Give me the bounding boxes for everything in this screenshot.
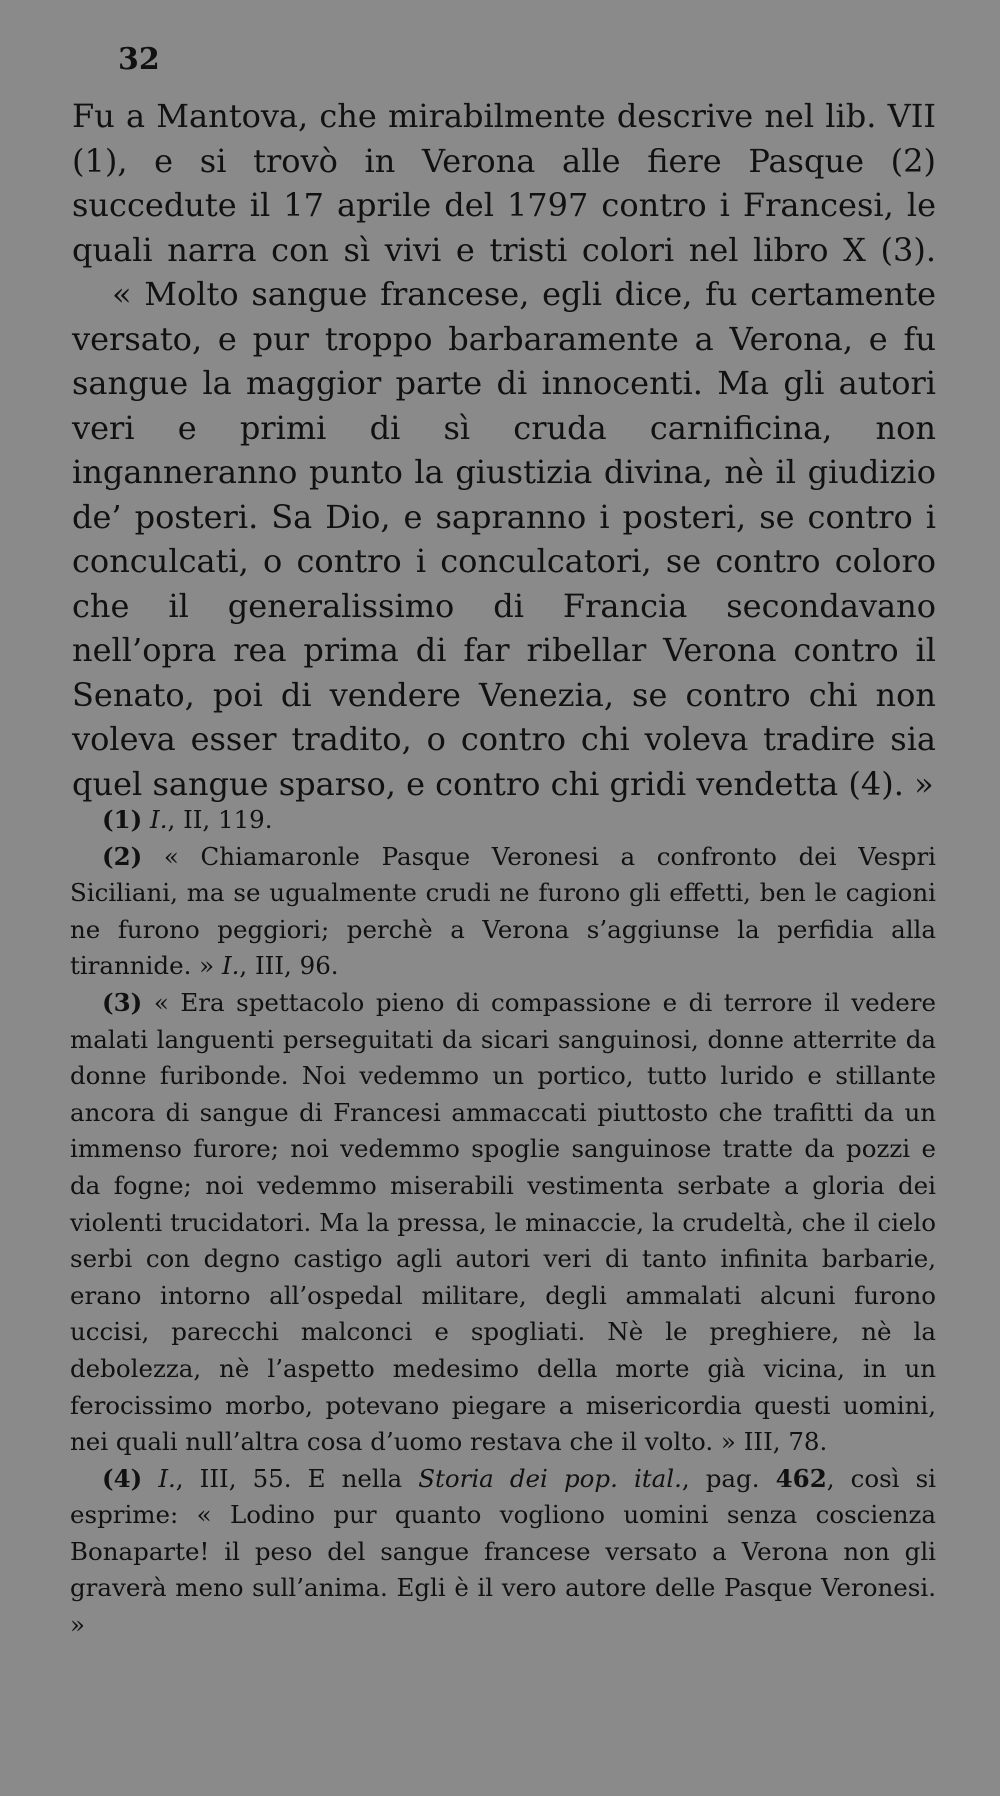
page-number: 32 xyxy=(118,42,160,77)
footnote-1 xyxy=(70,802,936,839)
footnote-4-page: 462 xyxy=(775,1463,827,1493)
footnote-2 xyxy=(70,839,936,985)
footnote-4 xyxy=(70,1461,936,1644)
footnote-4-ref: , III, 55. E nella xyxy=(175,1463,403,1493)
footnote-4-text-b: , così si esprime: « Lodino pur quanto vogliono uomini senza coscienza Bonaparte! il peso del sangue francese versato a Verona non gli graverà meno sull’anima. Egli è il vero autore delle Pasque Veronesi. » xyxy=(70,1463,937,1640)
paragraph-2-quote: « Molto sangue francese, egli dice, fu certamente versato, e pur troppo barbaramente a Verona, e fu sangue la maggior parte di innocenti. Ma gli autori veri e primi di sì cruda carnificina, non inganneranno punto la giustizia divina, nè il giudizio de’ posteri. Sa Dio, e sapranno i posteri, se contro i conculcati, o contro i conculcatori, se contro coloro che il generalissimo di Francia secondavano nell’opra rea prima di far ribellar Verona contro il Senato, poi di vendere Venezia, se contro chi non voleva esser tradito, o contro chi voleva tradire sia quel sangue sparso, e contro chi gridi vendetta (4). » xyxy=(72,275,936,803)
footnote-4-ref-italic: I. xyxy=(158,1463,176,1493)
footnote-3 xyxy=(70,985,936,1461)
footnote-2-text: « Chiamaronle Pasque Veronesi a confronto dei Vespri Siciliani, ma se ugualmente crudi ne furono gli effetti, ben le cagioni ne furono peggiori; perchè a Verona s’aggiunse la perfidia alla tirannide. » xyxy=(70,841,936,981)
footnote-4-mark: (4) xyxy=(102,1463,143,1493)
footnote-1-mark: (1) xyxy=(102,805,143,834)
footnotes xyxy=(70,802,936,1644)
footnote-4-book-title: Storia dei pop. ital. xyxy=(418,1463,682,1493)
footnote-1-ref-italic: I. xyxy=(150,805,168,834)
footnote-4-text-a: , pag. xyxy=(681,1463,760,1493)
footnote-2-ref: , III, 96. xyxy=(239,951,339,981)
main-text xyxy=(72,94,936,806)
footnote-3-mark: (3) xyxy=(102,987,143,1017)
footnote-1-ref: , II, 119. xyxy=(167,805,273,834)
footnote-3-text: « Era spettacolo pieno di compassione e di terrore il vedere malati languenti perseguitati da sicari sanguinosi, donne atterrite da donne furibonde. Noi vedemmo un portico, tutto lurido e stillante ancora di sangue di Francesi ammaccati piuttosto che trafitti da un immenso furore; noi vedemmo spoglie sanguinose tratte da pozzi e da fogne; noi vedemmo miserabili vestimenta serbate a gloria dei violenti trucidatori. Ma la pressa, le minaccie, la crudeltà, che il cielo serbi con degno castigo agli autori veri di tanto infinita barbarie, erano intorno all’ospedal militare, degli ammalati alcuni furono uccisi, parecchi malconci e spogliati. Nè le preghiere, nè la debolezza, nè l’aspetto medesimo della morte già vicina, in un ferocissimo morbo, potevano piegare a misericordia questi uomini, nei quali null’altra cosa d’uomo restava che il volto. » III, 78. xyxy=(70,987,936,1457)
footnote-2-ref-italic: I. xyxy=(221,951,240,981)
paragraph-1: Fu a Mantova, che mirabilmente descrive nel lib. VII (1), e si trovò in Verona alle fiere Pasque (2) succedute il 17 aprile del 1797 contro i Francesi, le quali narra con sì vivi e tristi colori nel libro X (3). xyxy=(72,97,936,269)
footnote-2-mark: (2) xyxy=(102,841,143,871)
